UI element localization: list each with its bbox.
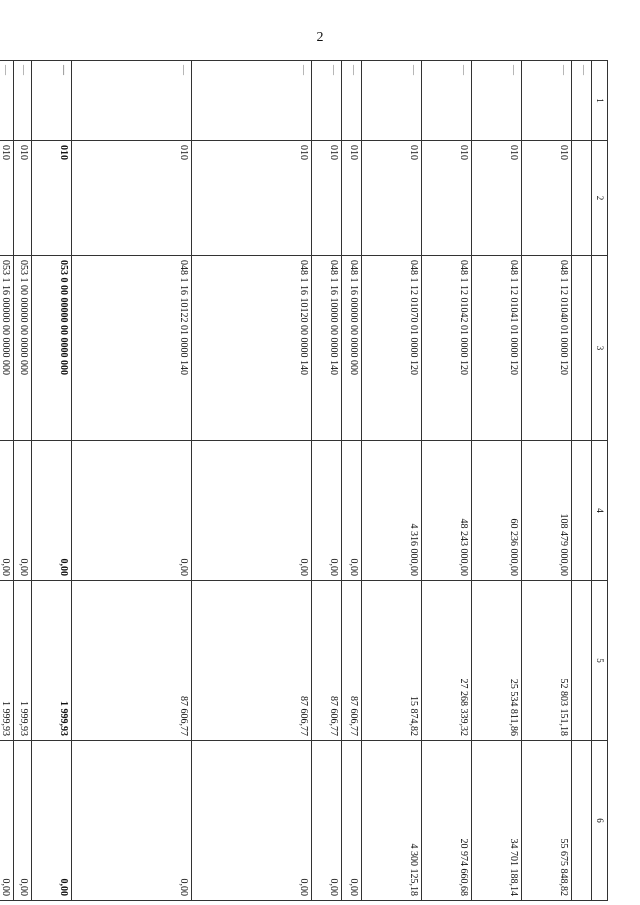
approved-cell: 0,00	[31, 441, 71, 581]
line-code-cell	[571, 141, 591, 256]
budget-code-cell: 048 1 16 00000 00 0000 000	[341, 256, 361, 441]
approved-cell: 108 479 000,00	[521, 441, 571, 581]
unexecuted-cell: 34 701 188,14	[471, 741, 521, 901]
header-cell: 4	[591, 441, 607, 581]
budget-code-cell: 048 1 16 10120 00 0000 140	[191, 256, 311, 441]
name-cell: —	[521, 61, 571, 141]
table-row	[13, 61, 31, 901]
header-cell: 3	[591, 256, 607, 441]
name-cell: —	[13, 61, 31, 141]
approved-cell: 0,00	[0, 441, 13, 581]
table-row	[471, 61, 521, 901]
approved-cell: 48 243 000,00	[421, 441, 471, 581]
unexecuted-cell: 0,00	[71, 741, 191, 901]
header-row	[591, 61, 607, 901]
budget-code-cell: 048 1 12 01042 01 0000 120	[421, 256, 471, 441]
unexecuted-cell	[571, 741, 591, 901]
unexecuted-cell: 20 974 660,68	[421, 741, 471, 901]
unexecuted-cell: 0,00	[13, 741, 31, 901]
unexecuted-cell: 0,00	[31, 741, 71, 901]
table-row	[571, 61, 591, 901]
executed-cell: 1 999,93	[0, 581, 13, 741]
executed-cell	[571, 581, 591, 741]
unexecuted-cell: 55 675 848,82	[521, 741, 571, 901]
approved-cell: 0,00	[13, 441, 31, 581]
name-cell: —	[191, 61, 311, 141]
budget-code-cell: 048 1 12 01040 01 0000 120	[521, 256, 571, 441]
page-number: 2	[316, 30, 324, 45]
unexecuted-cell: 0,00	[341, 741, 361, 901]
table-row	[311, 61, 341, 901]
unexecuted-cell: 0,00	[311, 741, 341, 901]
table-row	[421, 61, 471, 901]
header-cell: 6	[591, 741, 607, 901]
budget-code-cell: 048 1 16 10000 00 0000 140	[311, 256, 341, 441]
executed-cell: 87 606,77	[341, 581, 361, 741]
executed-cell: 1 999,93	[31, 581, 71, 741]
line-code-cell: 010	[13, 141, 31, 256]
budget-code-cell: 048 1 16 10122 01 0000 140	[71, 256, 191, 441]
executed-cell: 15 874,82	[361, 581, 421, 741]
executed-cell: 1 999,93	[13, 581, 31, 741]
name-cell: —	[71, 61, 191, 141]
rotated-page	[0, 60, 608, 900]
unexecuted-cell: 0,00	[191, 741, 311, 901]
executed-cell: 87 606,77	[71, 581, 191, 741]
approved-cell	[571, 441, 591, 581]
line-code-cell: 010	[31, 141, 71, 256]
approved-cell: 4 316 000,00	[361, 441, 421, 581]
budget-code-cell: 053 1 16 00000 00 0000 000	[0, 256, 13, 441]
table-row	[0, 61, 13, 901]
executed-cell: 87 606,77	[311, 581, 341, 741]
executed-cell: 25 534 811,86	[471, 581, 521, 741]
executed-cell: 52 803 151,18	[521, 581, 571, 741]
budget-code-cell: 048 1 12 01041 01 0000 120	[471, 256, 521, 441]
table-frame	[0, 60, 608, 900]
budget-code-cell	[571, 256, 591, 441]
header-cell: 1	[591, 61, 607, 141]
unexecuted-cell: 4 300 125,18	[361, 741, 421, 901]
header-cell: 5	[591, 581, 607, 741]
name-cell: —	[0, 61, 13, 141]
line-code-cell: 010	[341, 141, 361, 256]
table-row	[521, 61, 571, 901]
approved-cell: 0,00	[71, 441, 191, 581]
line-code-cell: 010	[361, 141, 421, 256]
approved-cell: 0,00	[341, 441, 361, 581]
approved-cell: 0,00	[191, 441, 311, 581]
table-row	[31, 61, 71, 901]
report-table	[0, 60, 608, 901]
budget-code-cell: 053 0 00 00000 00 0000 000	[31, 256, 71, 441]
line-code-cell: 010	[311, 141, 341, 256]
line-code-cell: 010	[521, 141, 571, 256]
name-cell: —	[471, 61, 521, 141]
budget-code-cell: 048 1 12 01070 01 0000 120	[361, 256, 421, 441]
approved-cell: 0,00	[311, 441, 341, 581]
name-cell: —	[341, 61, 361, 141]
line-code-cell: 010	[471, 141, 521, 256]
executed-cell: 27 268 339,32	[421, 581, 471, 741]
line-code-cell: 010	[421, 141, 471, 256]
header-cell: 2	[591, 141, 607, 256]
name-cell: —	[31, 61, 71, 141]
table-row	[71, 61, 191, 901]
table-row	[341, 61, 361, 901]
line-code-cell: 010	[191, 141, 311, 256]
table-row	[361, 61, 421, 901]
line-code-cell: 010	[0, 141, 13, 256]
name-cell: —	[571, 61, 591, 141]
name-cell: —	[421, 61, 471, 141]
unexecuted-cell: 0,00	[0, 741, 13, 901]
name-cell: —	[361, 61, 421, 141]
budget-code-cell: 053 1 00 00000 00 0000 000	[13, 256, 31, 441]
name-cell: —	[311, 61, 341, 141]
executed-cell: 87 606,77	[191, 581, 311, 741]
line-code-cell: 010	[71, 141, 191, 256]
approved-cell: 60 236 000,00	[471, 441, 521, 581]
table-row	[191, 61, 311, 901]
